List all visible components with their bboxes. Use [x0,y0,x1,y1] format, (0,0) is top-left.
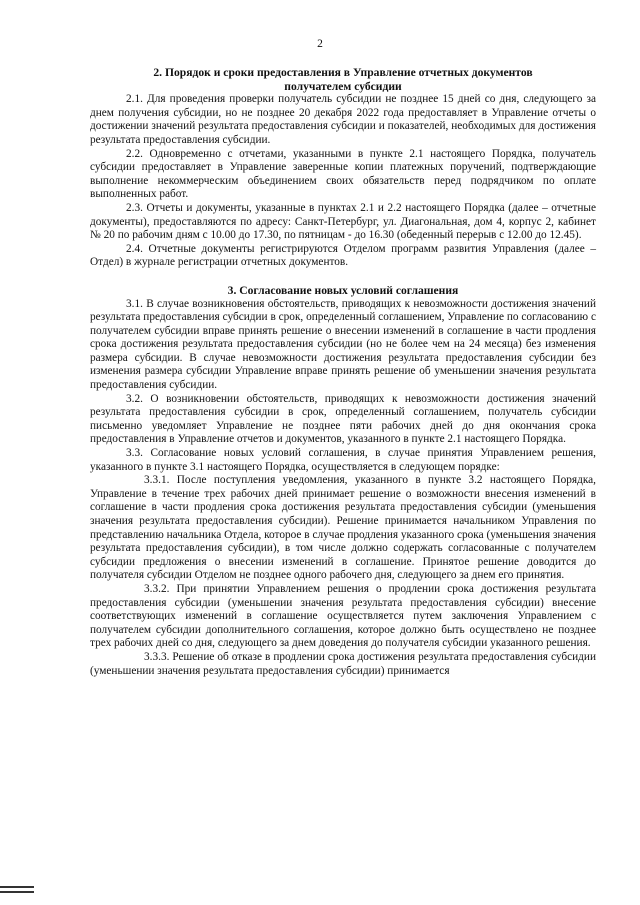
paragraph-2-1: 2.1. Для проведения проверки получатель субсидии не позднее 15 дней со дня, следующего за днем получения субсидии, но не позднее 20 декабря 2022 года предоставляет в Управление отчеты о достижении значений результата предоставления субсидии и показателей, необходимых для достижения результата предоставления субсидии. [90,93,596,146]
paragraph-3-1: 3.1. В случае возникновения обстоятельств, приводящих к невозможности достижения значений результата предоставления субсидии в срок, определенный соглашением, Управление по согласованию с получателем субсидии вправе принять решение о внесении изменений в соглашение в части продления срока достижения результата предоставления субсидии (но не более чем на 24 месяца) без изменения размера субсидии. В случае невозможности достижения результата предоставления субсидии без изменения размера субсидии Управление вправе принять решение об уменьшении значения результата предоставления субсидии. [90,297,596,392]
section-2-heading-cont: получателем субсидии [284,79,402,93]
paragraph-3-3-3: 3.3.3. Решение об отказе в продлении срока достижения результата предоставления субсидии (уменьшении значения результата предоставления субсидии) принимается [90,650,596,677]
paragraph-2-2: 2.2. Одновременно с отчетами, указанными в пункте 2.1 настоящего Порядка, получатель субсидии предоставляет в Управление заверенные копии платежных поручений, подтверждающие выполнение некоммерческим объединением своих обязательств перед подрядчиком по оплате выполненных работ. [90,147,596,201]
scan-edge-mark [0,891,34,893]
paragraph-2-4: 2.4. Отчетные документы регистрируются Отделом программ развития Управления (далее – Отдел) в журнале регистрации отчетных документов. [90,242,596,269]
section-2-heading: 2. Порядок и сроки предоставления в Управление отчетных документов [153,66,533,79]
paragraph-3-2: 3.2. О возникновении обстоятельств, приводящих к невозможности достижения значений результата предоставления субсидии в срок, определенный соглашением, получатель субсидии письменно уведомляет Управление не позднее пяти рабочих дней до дня окончания срока предоставления в Управление отчетов и документов, указанного в пункте 2.1 настоящего Порядка. [90,392,596,446]
page-number: 2 [317,38,323,50]
paragraph-3-3-2: 3.3.2. При принятии Управлением решения о продлении срока достижения результата предоставления субсидии (уменьшении значения результата предоставления субсидии) внесение соответствующих изменений в соглашение осуществляется путем заключения Управлением с получателем субсидии дополнительного соглашения, которое должно быть осуществлено не позднее трех рабочих дней со дня, следующего за днем доведения до получателя субсидии указанного решения. [90,582,596,650]
paragraph-3-3-1: 3.3.1. После поступления уведомления, указанного в пункте 3.2 настоящего Порядка, Управление в течение трех рабочих дней принимает решение о возможности внесения изменений в соглашение в части продления срока достижения результата предоставления субсидии (уменьшения значения результата предоставления субсидии). Решение принимается начальником Управления по представлению начальника Отдела, которое в случае продления указанного срока (уменьшения значения результата предоставления субсидии), в том числе должно содержать согласованные с получателем субсидии предложения о внесении изменений в соглашение. Принятое решение доводится до получателя субсидии Отделом не позднее одного рабочего дня, следующего за днем его принятия. [90,474,596,582]
section-3-heading: 3. Согласование новых условий соглашения [227,283,459,297]
paragraph-2-3: 2.3. Отчеты и документы, указанные в пунктах 2.1 и 2.2 настоящего Порядка (далее – отчетные документы), предоставляются по адресу: Санкт-Петербург, ул. Диагональная, дом 4, корпус 2, кабинет № 20 по рабочим дням с 10.00 до 17.30, по пятницам - до 16.30 (обеденный перерыв с 12.00 до 12.45). [90,201,596,242]
scan-edge-mark [0,886,34,888]
document-body [90,66,596,678]
paragraph-3-3: 3.3. Согласование новых условий соглашения, в случае принятия Управлением решения, указанного в пункте 3.1 настоящего Порядка, осуществляется в следующем порядке: [90,447,596,473]
